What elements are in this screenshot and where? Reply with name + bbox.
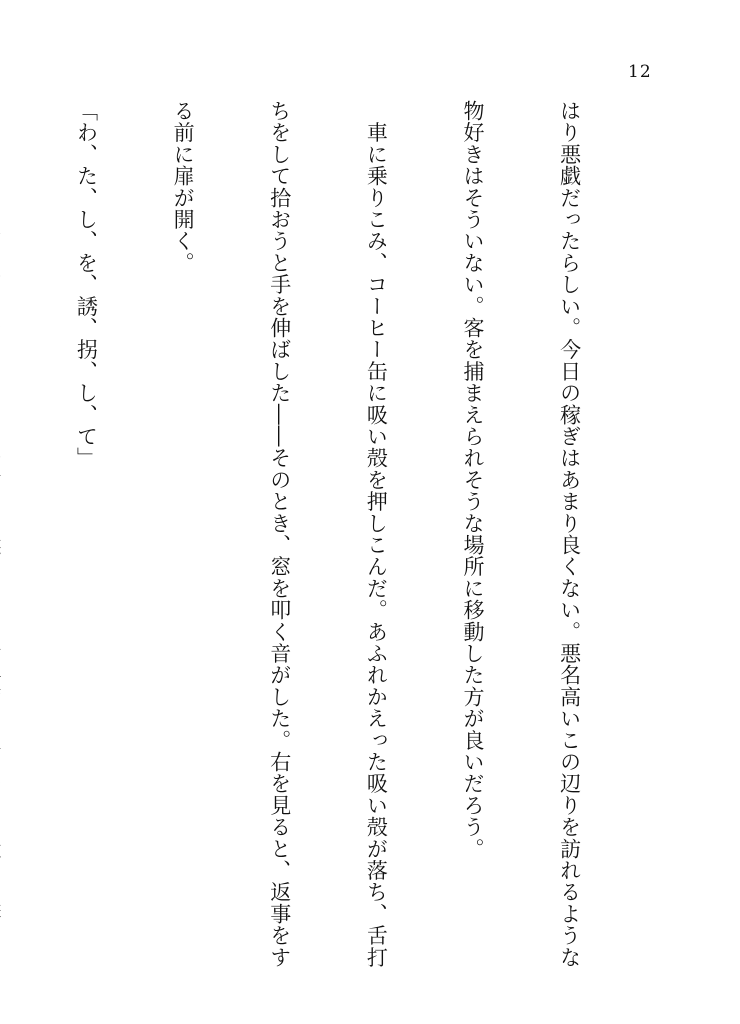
text-line: ちをして拾おうと手を伸ばした――そのとき、窓を叩く音がした。右を見ると、返事をす	[267, 100, 292, 968]
text-line: 車に乗りこみ、コーヒー缶に吸い殻を押しこんだ。あふれかえった吸い殻が落ち、舌打	[364, 100, 389, 969]
body-text	[0, 100, 650, 969]
text-line: はり悪戯だったらしい。今日の稼ぎはあまり良くない。悪名高いこの辺りを訪れるような	[557, 100, 582, 968]
text-line	[0, 100, 6, 960]
text-line: 物好きはそういない。客を捕まえられそうな場所に移動した方が良いだろう。	[460, 100, 485, 860]
text-line: る前に扉が開く。	[171, 100, 196, 274]
page-number: 12	[628, 62, 652, 82]
text-line: 「わ、た、し、を、誘、拐、し、て」	[74, 100, 99, 469]
